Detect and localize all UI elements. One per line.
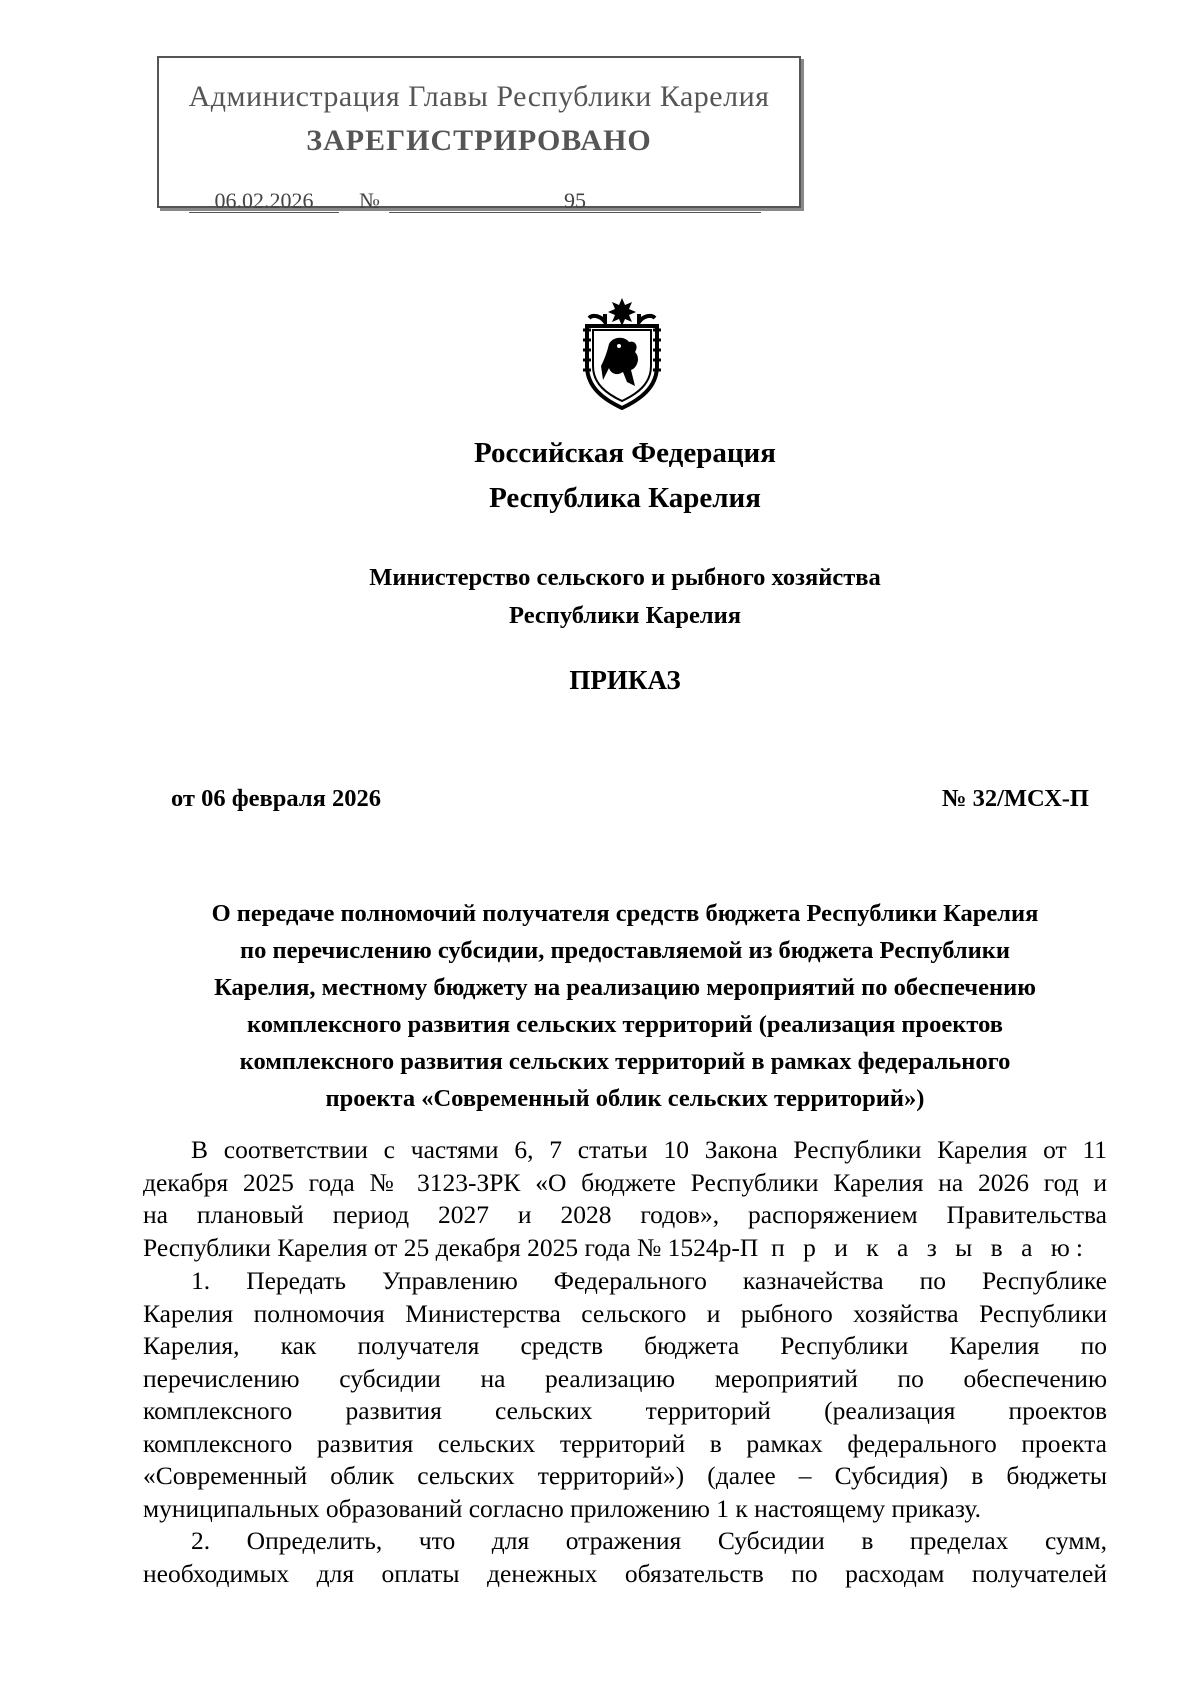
title-line: проекта «Современный облик сельских территорий») bbox=[325, 1085, 925, 1112]
order-date: от 06 февраля 2026 bbox=[171, 785, 381, 812]
republic-heading: Республика Карелия bbox=[489, 482, 761, 514]
item-1-paragraph bbox=[143, 1265, 1107, 1525]
document-type: ПРИКАЗ bbox=[569, 665, 681, 695]
order-number: № 32/МСХ-П bbox=[941, 785, 1089, 812]
body-line bbox=[143, 1232, 1107, 1265]
title-line: Карелия, местному бюджету на реализацию мероприятий по обеспечению bbox=[214, 974, 1036, 1001]
body-line: комплексного развития сельских территорий в рамках федерального проекта bbox=[143, 1428, 1107, 1458]
ministry-line-1: Министерство сельского и рыбного хозяйства bbox=[369, 564, 881, 591]
body-line: «Современный облик сельских территорий») (далее – Субсидия) в бюджеты bbox=[143, 1461, 1107, 1490]
country-heading: Российская Федерация bbox=[474, 437, 776, 469]
body-line: Карелия, как получателя средств бюджета Республики Карелия по bbox=[143, 1331, 1107, 1360]
coat-of-arms-icon bbox=[579, 296, 665, 410]
order-title bbox=[145, 895, 1105, 1117]
body-line: необходимых для оплаты денежных обязательств по расходам получателей bbox=[143, 1558, 1107, 1588]
body-line: 2. Определить, что для отражения Субсидии в пределах сумм, bbox=[191, 1526, 1107, 1555]
preamble-last-text: Республики Карелия от 25 декабря 2025 года № 1524р-П bbox=[143, 1232, 759, 1262]
stamp-organization: Администрация Главы Республики Карелия bbox=[188, 80, 770, 113]
stamp-status: ЗАРЕГИСТРИРОВАНО bbox=[306, 124, 652, 157]
body-line: перечислению субсидии на реализацию мероприятий по обеспечению bbox=[143, 1363, 1107, 1393]
body-line: В соответствии с частями 6, 7 статьи 10 Закона Республики Карелия от 11 bbox=[191, 1135, 1107, 1164]
title-line: по перечислению субсидии, предоставляемой из бюджета Республики bbox=[239, 937, 1011, 964]
body-line: Карелия полномочия Министерства сельского и рыбного хозяйства Республики bbox=[143, 1298, 1107, 1328]
body-line: комплексного развития сельских территорий (реализация проектов bbox=[143, 1396, 1107, 1425]
stamp-number-label: № bbox=[359, 188, 380, 213]
order-word: п р и к а з ы в а ю: bbox=[771, 1232, 1089, 1262]
body-line: муниципальных образований согласно приложению 1 к настоящему приказу. bbox=[143, 1493, 981, 1523]
title-line: комплексного развития сельских территорий (реализация проектов bbox=[247, 1011, 1003, 1038]
body-line: 1. Передать Управлению Федерального казначейства по Республике bbox=[191, 1266, 1107, 1295]
preamble-paragraph bbox=[143, 1134, 1107, 1264]
title-line: комплексного развития сельских территорий в рамках федерального bbox=[239, 1048, 1011, 1075]
body-line: на плановый период 2027 и 2028 годов», распоряжением Правительства bbox=[143, 1200, 1107, 1229]
ministry-line-2: Республики Карелия bbox=[509, 602, 741, 629]
item-2-paragraph bbox=[143, 1525, 1107, 1590]
stamp-date: 06.02.2026 bbox=[189, 190, 339, 213]
title-line: О передаче полномочий получателя средств бюджета Республики Карелия bbox=[211, 900, 1039, 927]
registration-stamp bbox=[157, 56, 801, 213]
stamp-number: 95 bbox=[389, 190, 761, 213]
body-line: декабря 2025 года № 3123-ЗРК «О бюджете Республики Карелия на 2026 год и bbox=[143, 1167, 1107, 1197]
